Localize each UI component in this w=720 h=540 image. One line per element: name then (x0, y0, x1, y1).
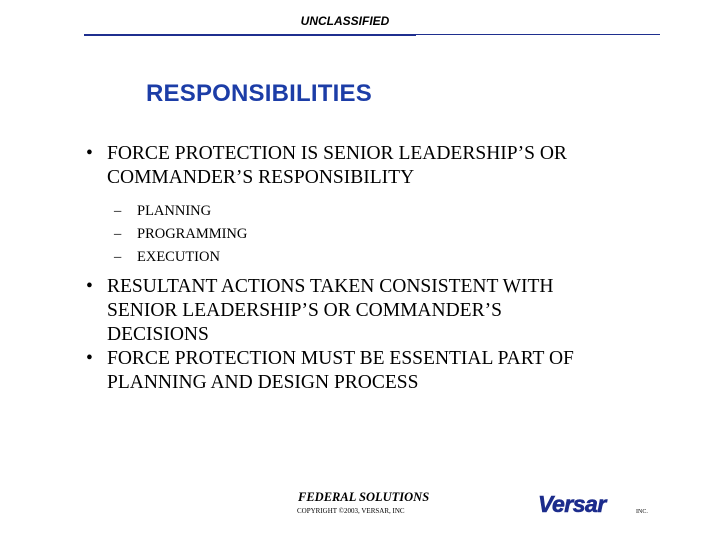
sub-item (86, 200, 686, 223)
bullet-line: PLANNING AND DESIGN PROCESS (107, 372, 419, 393)
bullet-line: SENIOR LEADERSHIP’S OR COMMANDER’S (107, 300, 502, 321)
bullet-line: DECISIONS (107, 324, 209, 345)
sub-item (86, 246, 686, 269)
sub-item-label: PROGRAMMING (137, 226, 248, 242)
bullet-line: FORCE PROTECTION IS SENIOR LEADERSHIP’S OR (107, 143, 567, 164)
sub-item (86, 223, 686, 246)
bullet-item (86, 275, 686, 347)
bullet-line: FORCE PROTECTION MUST BE ESSENTIAL PART OF (107, 348, 574, 369)
sub-marker: – (114, 203, 122, 219)
classification-banner: UNCLASSIFIED (300, 14, 390, 28)
bullet-item (86, 142, 686, 190)
sub-marker: – (114, 226, 122, 242)
header-rule-left (84, 34, 416, 36)
sub-item-label: EXECUTION (137, 249, 220, 265)
slide-title: RESPONSIBILITIES (146, 80, 372, 107)
sub-list (86, 200, 686, 269)
slide-content (86, 142, 686, 395)
bullet-marker: • (86, 276, 93, 297)
footer-copyright: COPYRIGHT ©2003, VERSAR, INC (297, 507, 405, 515)
versar-logo-wordmark: Versar (538, 492, 606, 516)
bullet-item (86, 347, 686, 395)
bullet-marker: • (86, 348, 93, 369)
sub-marker: – (114, 249, 122, 265)
header-rule-right (416, 34, 660, 35)
footer-division: FEDERAL SOLUTIONS (298, 490, 430, 504)
bullet-line: COMMANDER’S RESPONSIBILITY (107, 167, 415, 188)
sub-item-label: PLANNING (137, 203, 212, 219)
versar-logo-suffix: INC. (636, 509, 648, 515)
versar-logo (536, 492, 656, 516)
bullet-marker: • (86, 143, 93, 164)
bullet-line: RESULTANT ACTIONS TAKEN CONSISTENT WITH (107, 276, 554, 297)
